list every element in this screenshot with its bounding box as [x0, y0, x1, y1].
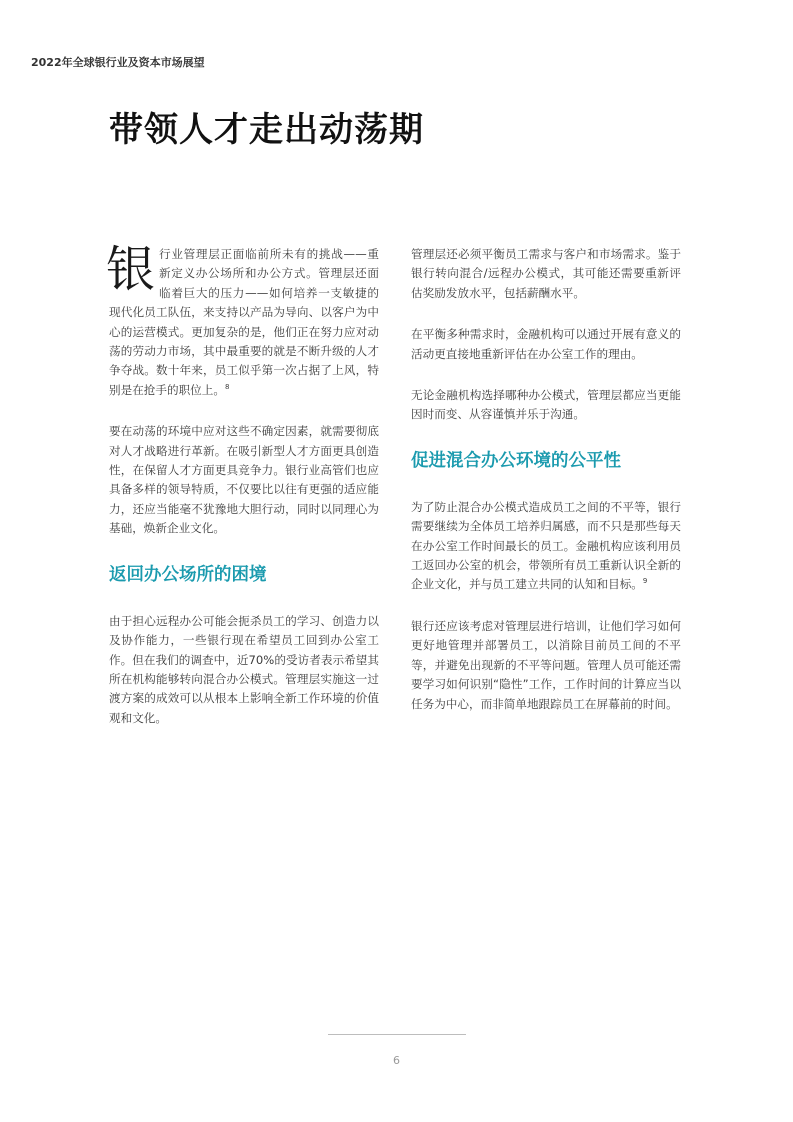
drop-cap: 银: [106, 241, 156, 298]
talent-strategy-paragraph: 要在动荡的环境中应对这些不确定因素，就需要彻底对人才战略进行革新。在吸引新型人才方面更具创造性，在保留人才方面更具竞争力。银行业高管们也应具备多样的领导特质，不仅要比以往有更强的适应能力，还应当能毫不犹豫地大胆行动，同时以同理心为基础，焕新企业文化。: [109, 424, 379, 536]
left-column: [106, 241, 379, 750]
footer-divider: [328, 1034, 466, 1035]
equality-paragraph: [411, 498, 681, 595]
balance-needs-paragraph: 管理层还必须平衡员工需求与客户和市场需求。鉴于银行转向混合/远程办公模式，其可能还需要重新评估奖励发放水平，包括薪酬水平。: [411, 247, 681, 300]
section-heading-fairness: 促进混合办公环境的公平性: [411, 450, 621, 471]
return-office-paragraph: 由于担心远程办公可能会扼杀员工的学习、创造力以及协作能力，一些银行现在希望员工回到办公室工作。但在我们的调查中，近70%的受访者表示希望其所在机构能够转向混合办公模式。管理层实施这一过渡方案的成效可以从根本上影响全新工作环境的价值观和文化。: [109, 613, 379, 725]
intro-paragraph: [106, 241, 379, 400]
page-title: 带领人才走出动荡期: [109, 110, 424, 150]
training-paragraph: 银行还应该考虑对管理层进行培训，让他们学习如何更好地管理并部署员工，以消除目前员工间的不平等，并避免出现新的不平等问题。管理人员可能还需要学习如何识别“隐性”工作，工作时间的计算应当以任务为中心，而非简单地跟踪员工在屏幕前的时间。: [411, 618, 681, 711]
right-column: [411, 245, 681, 736]
meaningful-activities-paragraph: 在平衡多种需求时，金融机构可以通过开展有意义的活动更直接地重新评估在办公室工作的理由。: [411, 327, 681, 361]
footnote-ref: 9: [642, 577, 648, 586]
running-header: 2022年全球银行业及资本市场展望: [31, 56, 205, 69]
adaptive-management-paragraph: 无论金融机构选择哪种办公模式，管理层都应当更能因时而变、从容谨慎并乐于沟通。: [411, 388, 681, 422]
page-number: 6: [393, 1054, 400, 1067]
section-heading-return-office: 返回办公场所的困境: [109, 564, 267, 585]
footnote-ref: 8: [224, 382, 230, 391]
intro-text: 行业管理层正面临前所未有的挑战——重新定义办公场所和办公方式。管理层还面临着巨大的压力——如何培养一支敏捷的现代化员工队伍，来支持以产品为导向、以客户为中心的运营模式。更加复杂的是，他们正在努力应对动荡的劳动力市场，其中最重要的就是不断升级的人才争夺战。数十年来，员工似乎第一次占据了上风，特别是在抢手的职位上。: [109, 247, 379, 397]
equality-text: 为了防止混合办公模式造成员工之间的不平等，银行需要继续为全体员工培养归属感，而不只是那些每天在办公室工作时间最长的员工。金融机构应该利用员工返回办公室的机会，带领所有员工重新认识全新的企业文化，并与员工建立共同的认知和目标。: [411, 499, 681, 592]
